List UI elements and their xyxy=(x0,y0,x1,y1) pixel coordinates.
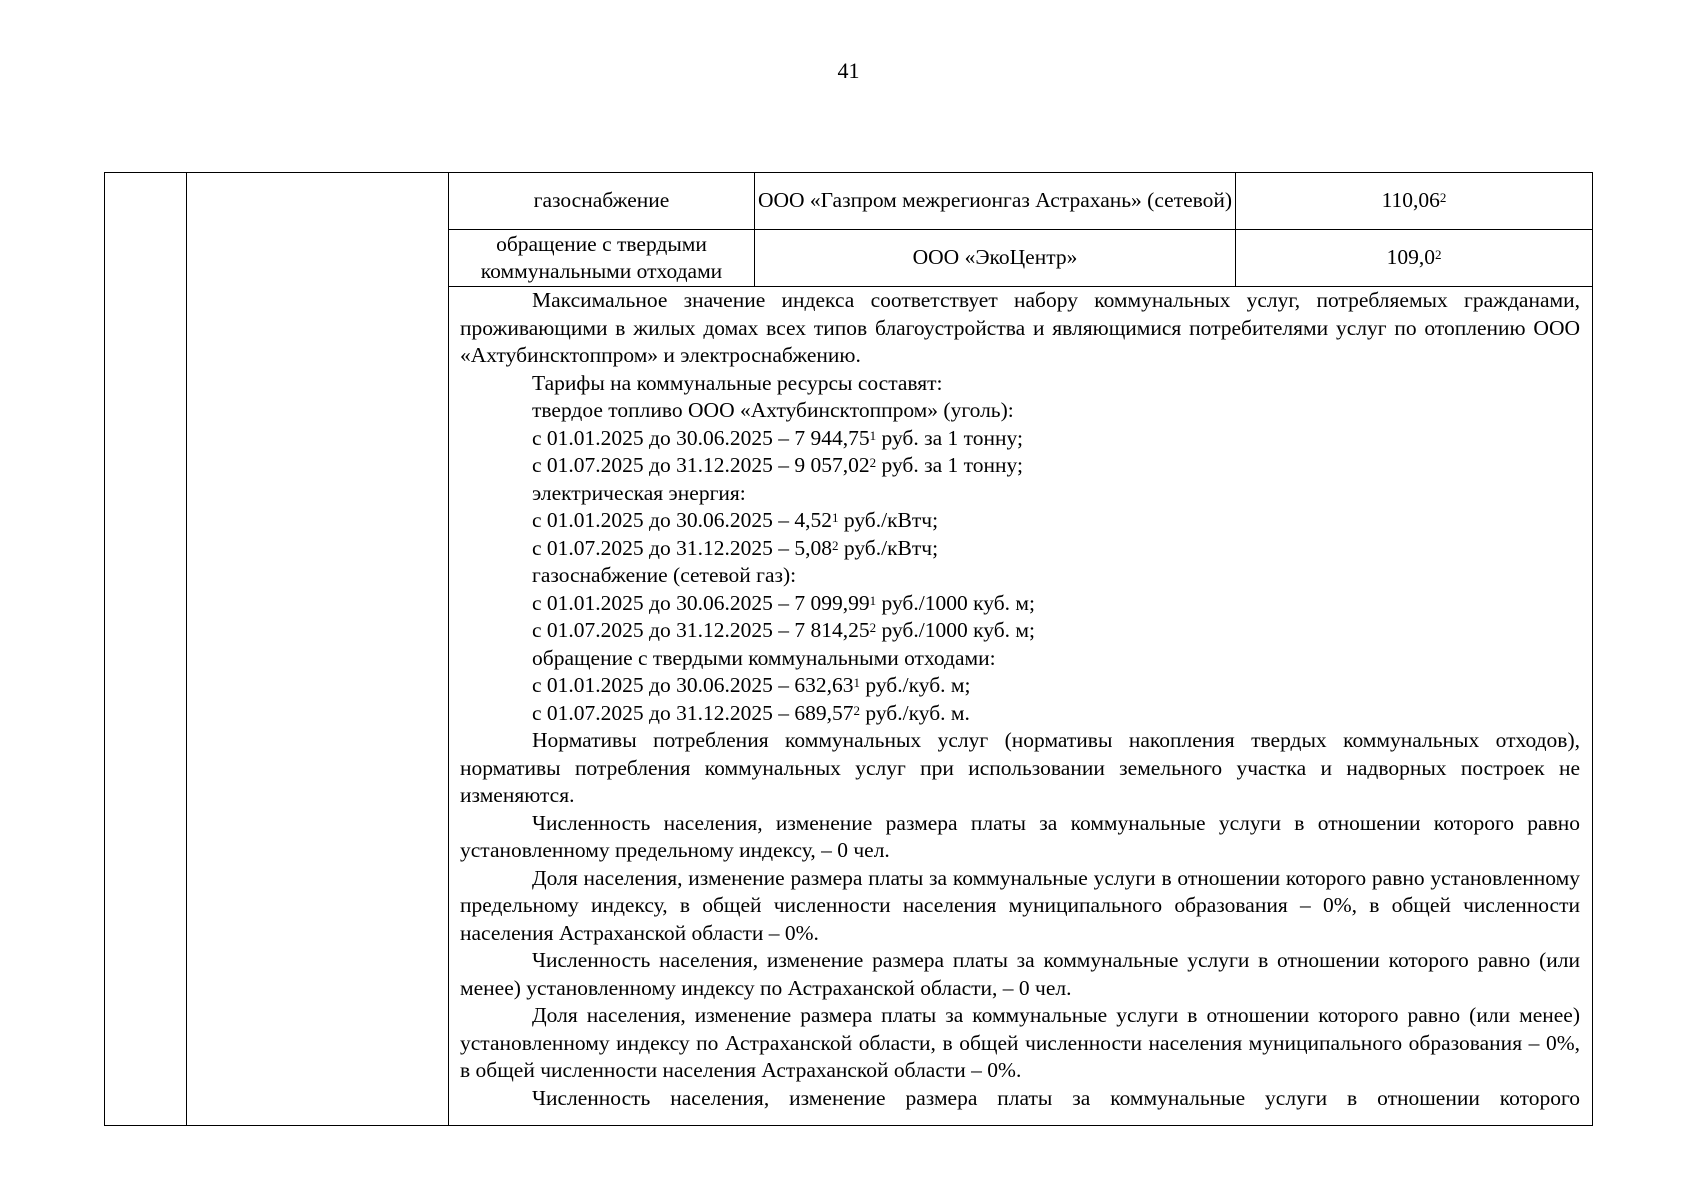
fuel-heading: твердое топливо ООО «Ахтубинсктоппром» (уголь): xyxy=(532,398,1014,422)
footnote-mark: 1 xyxy=(869,592,877,608)
tariff-text: с 01.01.2025 до 30.06.2025 – 7 944,75 xyxy=(532,425,870,450)
tariff-unit: руб. за 1 тонну; xyxy=(876,453,1023,477)
explanation-cell xyxy=(449,287,1593,1126)
tariff-unit: руб./куб. м. xyxy=(859,700,970,725)
tariff-text: с 01.01.2025 до 30.06.2025 – 632,63 xyxy=(532,673,854,697)
waste-heading: обращение с твердыми коммунальными отходами: xyxy=(532,645,996,670)
intro-paragraph: Максимальное значение индекса соответствует набору коммунальных услуг, потребляемых гражданами, проживающими в жилых домах всех типов благоустройства и являющимися потребителями услуг по отоплению ООО «Ахтубинсктоппром» и электроснабжению. xyxy=(460,288,1580,367)
gas-heading: газоснабжение (сетевой газ): xyxy=(532,563,797,587)
index-cell xyxy=(1236,230,1593,287)
footnote-mark: 1 xyxy=(853,675,860,690)
footnote-mark: 2 xyxy=(831,537,839,553)
footnote-mark: 2 xyxy=(869,455,877,470)
share-equal-paragraph: Доля населения, изменение размера платы за коммунальные услуги в отношении которого равно установленному предельному индексу, в общей численности населения муниципального образования – 0%, в общей численности населения Астраханской области – 0%. xyxy=(460,865,1580,945)
power-tariff-2 xyxy=(460,535,1580,563)
gas-tariff-2 xyxy=(460,617,1580,645)
footnote-mark: 2 xyxy=(1434,247,1442,263)
population-less-paragraph: Численность населения, изменение размера платы за коммунальные услуги в отношении которого равно (или менее) установленному индексу по Астраханской области, – 0 чел. xyxy=(460,948,1580,1000)
tariff-text: с 01.01.2025 до 30.06.2025 – 4,52 xyxy=(532,508,832,532)
provider-cell: ООО «ЭкоЦентр» xyxy=(755,230,1236,287)
page-number: 41 xyxy=(837,58,860,83)
tariff-text: с 01.07.2025 до 31.12.2025 – 7 814,25 xyxy=(532,618,870,642)
tariff-unit: руб./кВтч; xyxy=(838,535,939,560)
provider-cell: ООО «Газпром межрегионгаз Астрахань» (сетевой) xyxy=(755,173,1236,230)
share-less-paragraph: Доля населения, изменение размера платы за коммунальные услуги в отношении которого равно (или менее) установленному индексу по Астраханской области, в общей численности населения муниципального образования – 0%, в общей численности населения Астраханской области – 0%. xyxy=(460,1003,1580,1082)
population-equal-paragraph: Численность населения, изменение размера платы за коммунальные услуги в отношении которого равно установленному предельному индексу, – 0 чел. xyxy=(460,810,1580,862)
norms-paragraph: Нормативы потребления коммунальных услуг (нормативы накопления твердых коммунальных отходов), нормативы потребления коммунальных услуг при использовании земельного участка и надворных построек не изменяются. xyxy=(460,728,1580,807)
power-heading: электрическая энергия: xyxy=(532,480,746,505)
tariff-unit: руб. за 1 тонну; xyxy=(876,425,1023,450)
index-value: 109,0 xyxy=(1386,245,1435,270)
municipality-cell xyxy=(187,173,449,1126)
fuel-tariff-1 xyxy=(460,425,1580,453)
tariff-unit: руб./кВтч; xyxy=(838,508,939,532)
waste-tariff-1 xyxy=(460,672,1580,700)
tariff-text: с 01.07.2025 до 31.12.2025 – 689,57 xyxy=(532,700,854,725)
index-cell xyxy=(1236,173,1593,230)
service-cell: обращение с твердыми коммунальными отходами xyxy=(449,230,755,287)
index-value: 110,06 xyxy=(1381,188,1440,213)
gas-tariff-1 xyxy=(460,590,1580,618)
tariff-text: с 01.07.2025 до 31.12.2025 – 5,08 xyxy=(532,535,832,560)
table-row xyxy=(105,173,1593,230)
tariff-unit: руб./куб. м; xyxy=(859,673,971,697)
footnote-mark: 2 xyxy=(869,620,877,635)
footnote-mark: 1 xyxy=(831,510,839,525)
fuel-tariff-2 xyxy=(460,452,1580,480)
footnote-mark: 2 xyxy=(853,702,860,718)
tariffs-heading: Тарифы на коммунальные ресурсы составят: xyxy=(532,370,943,395)
waste-tariff-2 xyxy=(460,700,1580,728)
tariff-text: с 01.07.2025 до 31.12.2025 – 9 057,02 xyxy=(532,453,870,477)
tariff-unit: руб./1000 куб. м; xyxy=(876,618,1035,642)
tariff-text: с 01.01.2025 до 30.06.2025 – 7 099,99 xyxy=(532,590,870,615)
footnote-mark: 2 xyxy=(1439,190,1447,206)
service-cell: газоснабжение xyxy=(449,173,755,230)
population-continued-paragraph: Численность населения, изменение размера платы за коммунальные услуги в отношении которого xyxy=(532,1085,1580,1110)
number-cell xyxy=(105,173,187,1126)
tariff-unit: руб./1000 куб. м; xyxy=(876,590,1035,615)
power-tariff-1 xyxy=(460,507,1580,535)
footnote-mark: 1 xyxy=(869,427,877,443)
tariff-table xyxy=(104,172,1593,1126)
